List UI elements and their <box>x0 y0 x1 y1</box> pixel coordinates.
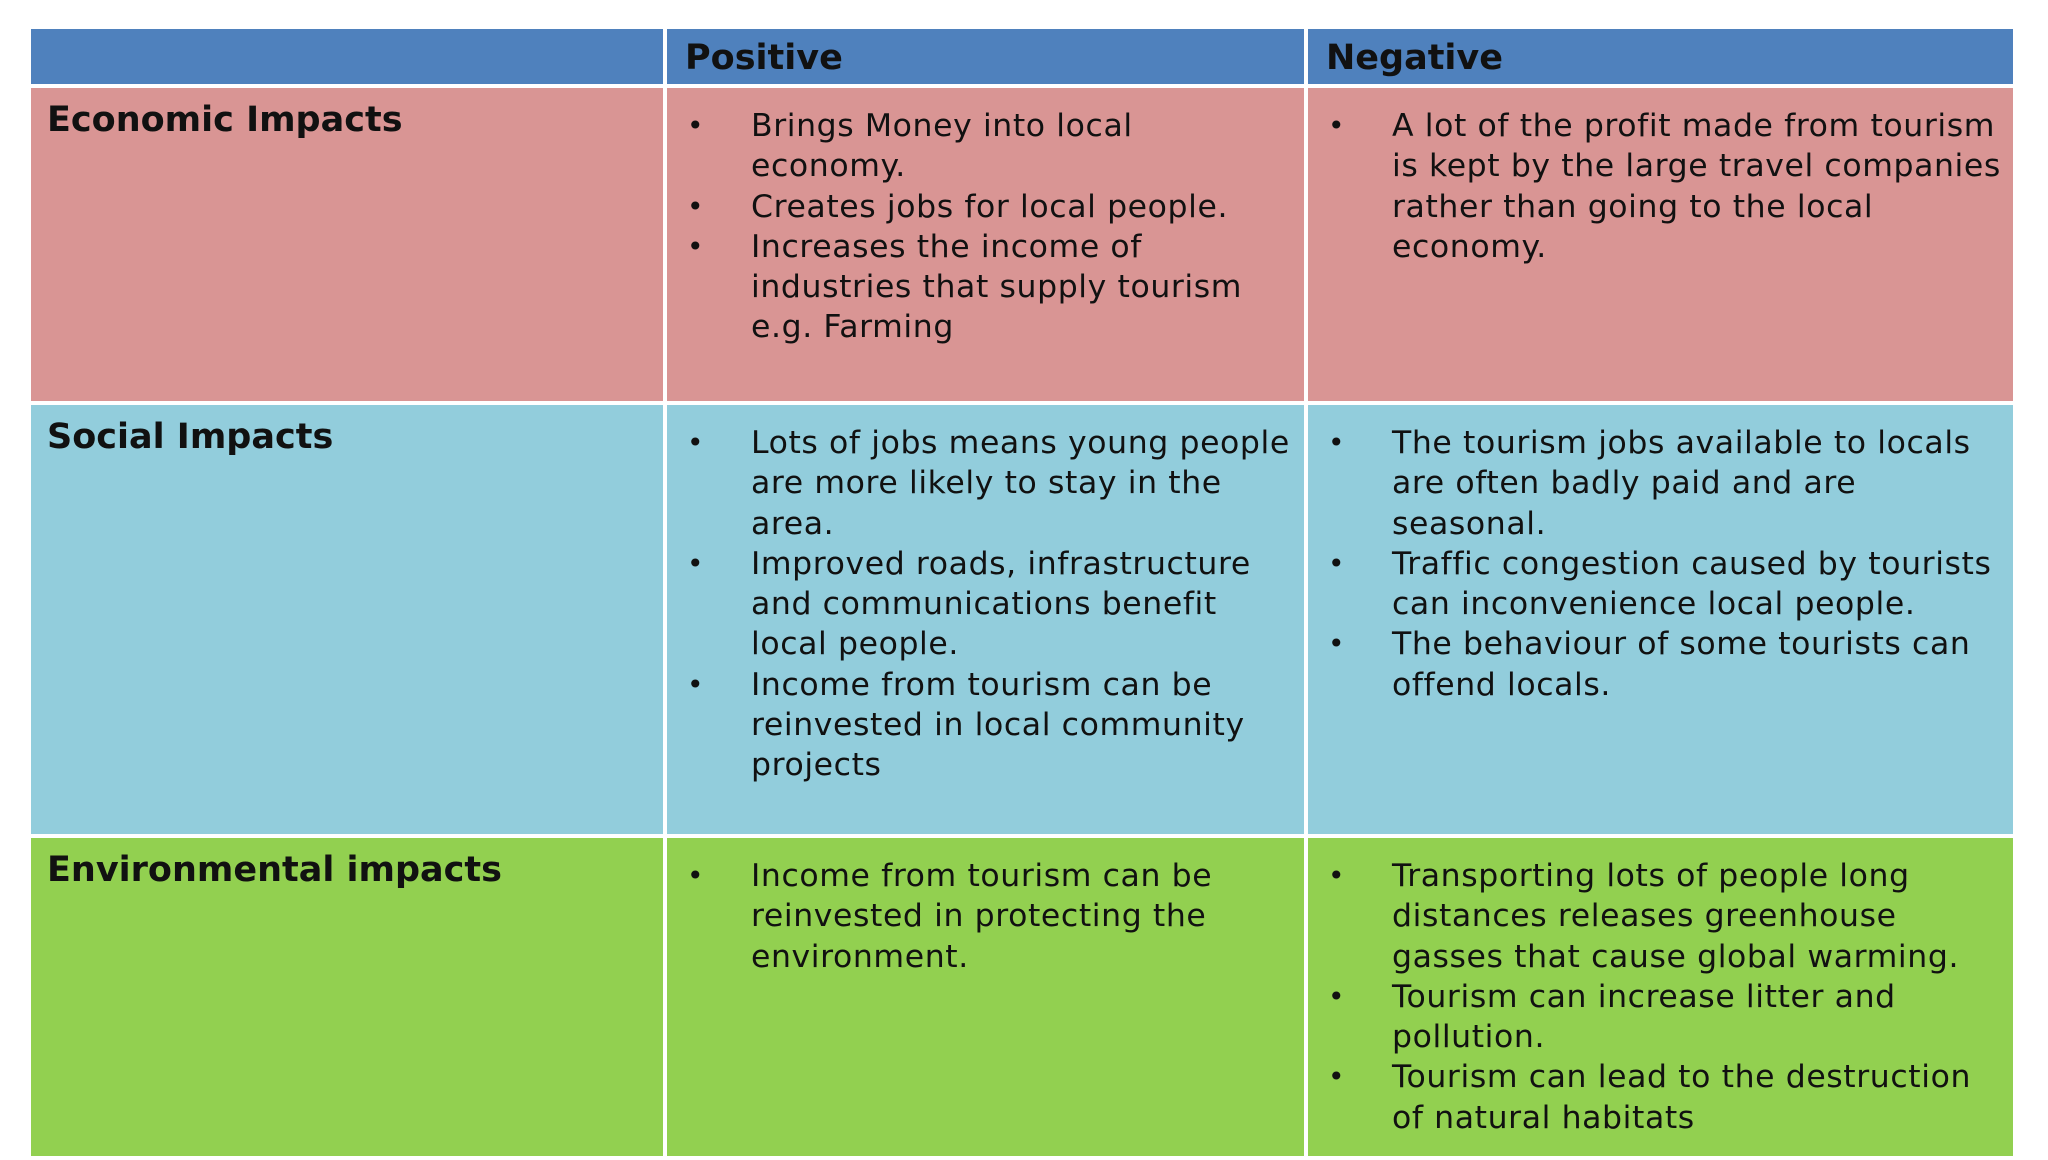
list-item: • The tourism jobs available to locals are often badly paid and are seasonal. <box>1308 423 2003 544</box>
list-item: • Increases the income of industries that supply tourism e.g. Farming <box>667 227 1294 348</box>
social-row-label: Social Impacts <box>47 417 334 457</box>
social-row-label-cell <box>31 405 667 838</box>
list-item: • A lot of the profit made from tourism is kept by the large travel companies rather than going to the local economy. <box>1308 106 2003 267</box>
environmental-row-label: Environmental impacts <box>47 850 502 890</box>
economic-row-label-cell <box>31 88 667 405</box>
header-negative-cell <box>1308 29 2013 88</box>
impacts-table <box>31 29 2013 1160</box>
header-corner-cell <box>31 29 667 88</box>
environmental-negative-cell <box>1308 838 2013 1160</box>
social-positive-cell <box>667 405 1308 838</box>
list-item: • Tourism can lead to the destruction of natural habitats <box>1308 1057 2003 1138</box>
list-item: • The behaviour of some tourists can offend locals. <box>1308 624 2003 705</box>
list-item: • Tourism can increase litter and pollution. <box>1308 977 2003 1058</box>
environmental-positive-list <box>667 838 1304 977</box>
header-positive-label: Positive <box>685 38 843 78</box>
environmental-positive-cell <box>667 838 1308 1160</box>
social-positive-list <box>667 405 1304 786</box>
list-item: • Income from tourism can be reinvested in local community projects <box>667 665 1294 786</box>
list-item: • Traffic congestion caused by tourists can inconvenience local people. <box>1308 544 2003 625</box>
economic-positive-list <box>667 88 1304 348</box>
header-positive-cell <box>667 29 1308 88</box>
list-item: • Creates jobs for local people. <box>667 187 1294 227</box>
list-item: • Transporting lots of people long distances releases greenhouse gasses that cause global warming. <box>1308 856 2003 977</box>
list-item: • Brings Money into local economy. <box>667 106 1294 187</box>
economic-negative-cell <box>1308 88 2013 405</box>
economic-positive-cell <box>667 88 1308 405</box>
social-negative-list <box>1308 405 2013 705</box>
header-negative-label: Negative <box>1326 38 1503 78</box>
economic-negative-list <box>1308 88 2013 267</box>
environmental-row-label-cell <box>31 838 667 1160</box>
environmental-negative-list <box>1308 838 2013 1138</box>
list-item: • Lots of jobs means young people are more likely to stay in the area. <box>667 423 1294 544</box>
list-item: • Income from tourism can be reinvested in protecting the environment. <box>667 856 1294 977</box>
list-item: • Improved roads, infrastructure and communications benefit local people. <box>667 544 1294 665</box>
economic-row-label: Economic Impacts <box>47 100 403 140</box>
social-negative-cell <box>1308 405 2013 838</box>
